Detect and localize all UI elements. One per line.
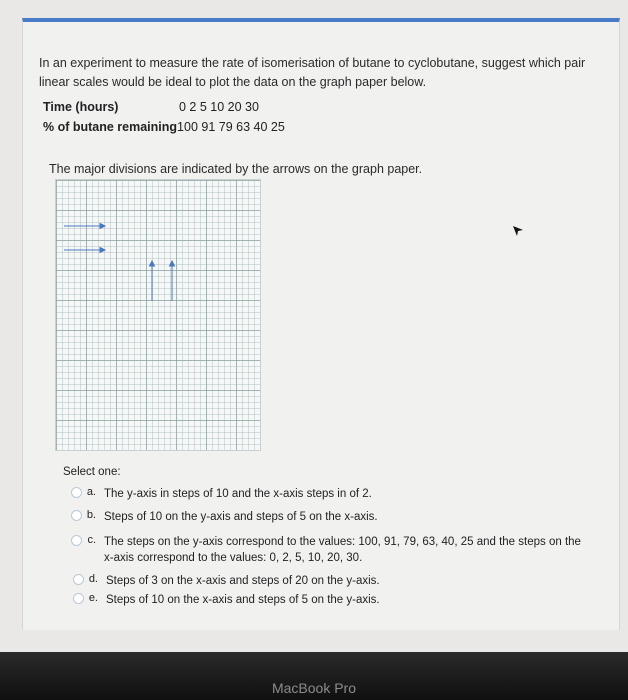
radio-c[interactable] [71,535,82,546]
select-one-label: Select one: [63,466,121,478]
radio-e[interactable] [73,593,84,604]
laptop-brand-label: MacBook Pro [271,680,357,696]
time-label: Time (hours) [43,100,119,114]
option-b-letter: b. [86,509,96,521]
option-b[interactable] [71,509,591,525]
option-b-text: Steps of 10 on the y-axis and steps of 5 on the x-axis. [104,511,378,523]
question-text: In an experiment to measure the rate of isomerisation of butane to cyclobutane, suggest which pair linear scales would be ideal to plot the data on the graph paper below. [39,56,586,89]
percent-values: 100 91 79 63 40 25 [177,120,285,134]
x-division-arrowhead-2 [100,248,105,253]
percent-label: % of butane remaining [43,120,178,134]
x-division-arrowhead-1 [100,224,105,229]
graph-arrows [56,180,262,452]
option-c[interactable] [71,534,591,566]
option-d-letter: d. [88,573,98,585]
graph-paper [55,179,261,451]
option-a-letter: a. [86,486,96,498]
option-e-letter: e. [88,592,98,604]
radio-d[interactable] [73,574,84,585]
option-a[interactable] [71,486,591,502]
option-d-text: Steps of 3 on the x-axis and steps of 20 on the y-axis. [106,575,380,587]
radio-a[interactable] [71,487,82,498]
option-e[interactable] [73,592,593,608]
option-d[interactable] [73,573,593,589]
time-values: 0 2 5 10 20 30 [179,100,259,114]
graph-note: The major divisions are indicated by the arrows on the graph paper. [49,162,423,176]
option-c-text: The steps on the y-axis correspond to the values: 100, 91, 79, 63, 40, 25 and the steps on the x-axis correspond to the values: 0, 2, 5, 10, 20, 30. [104,536,581,564]
y-division-arrowhead-2 [170,261,175,266]
question-card [22,18,620,630]
percent-row [43,120,285,134]
option-c-letter: c. [87,534,96,546]
radio-b[interactable] [71,510,82,521]
option-e-text: Steps of 10 on the x-axis and steps of 5 on the y-axis. [106,594,380,606]
time-row [43,100,259,114]
mouse-cursor-icon [511,224,525,238]
option-a-text: The y-axis in steps of 10 and the x-axis steps in of 2. [104,488,372,500]
y-division-arrowhead-1 [150,261,155,266]
